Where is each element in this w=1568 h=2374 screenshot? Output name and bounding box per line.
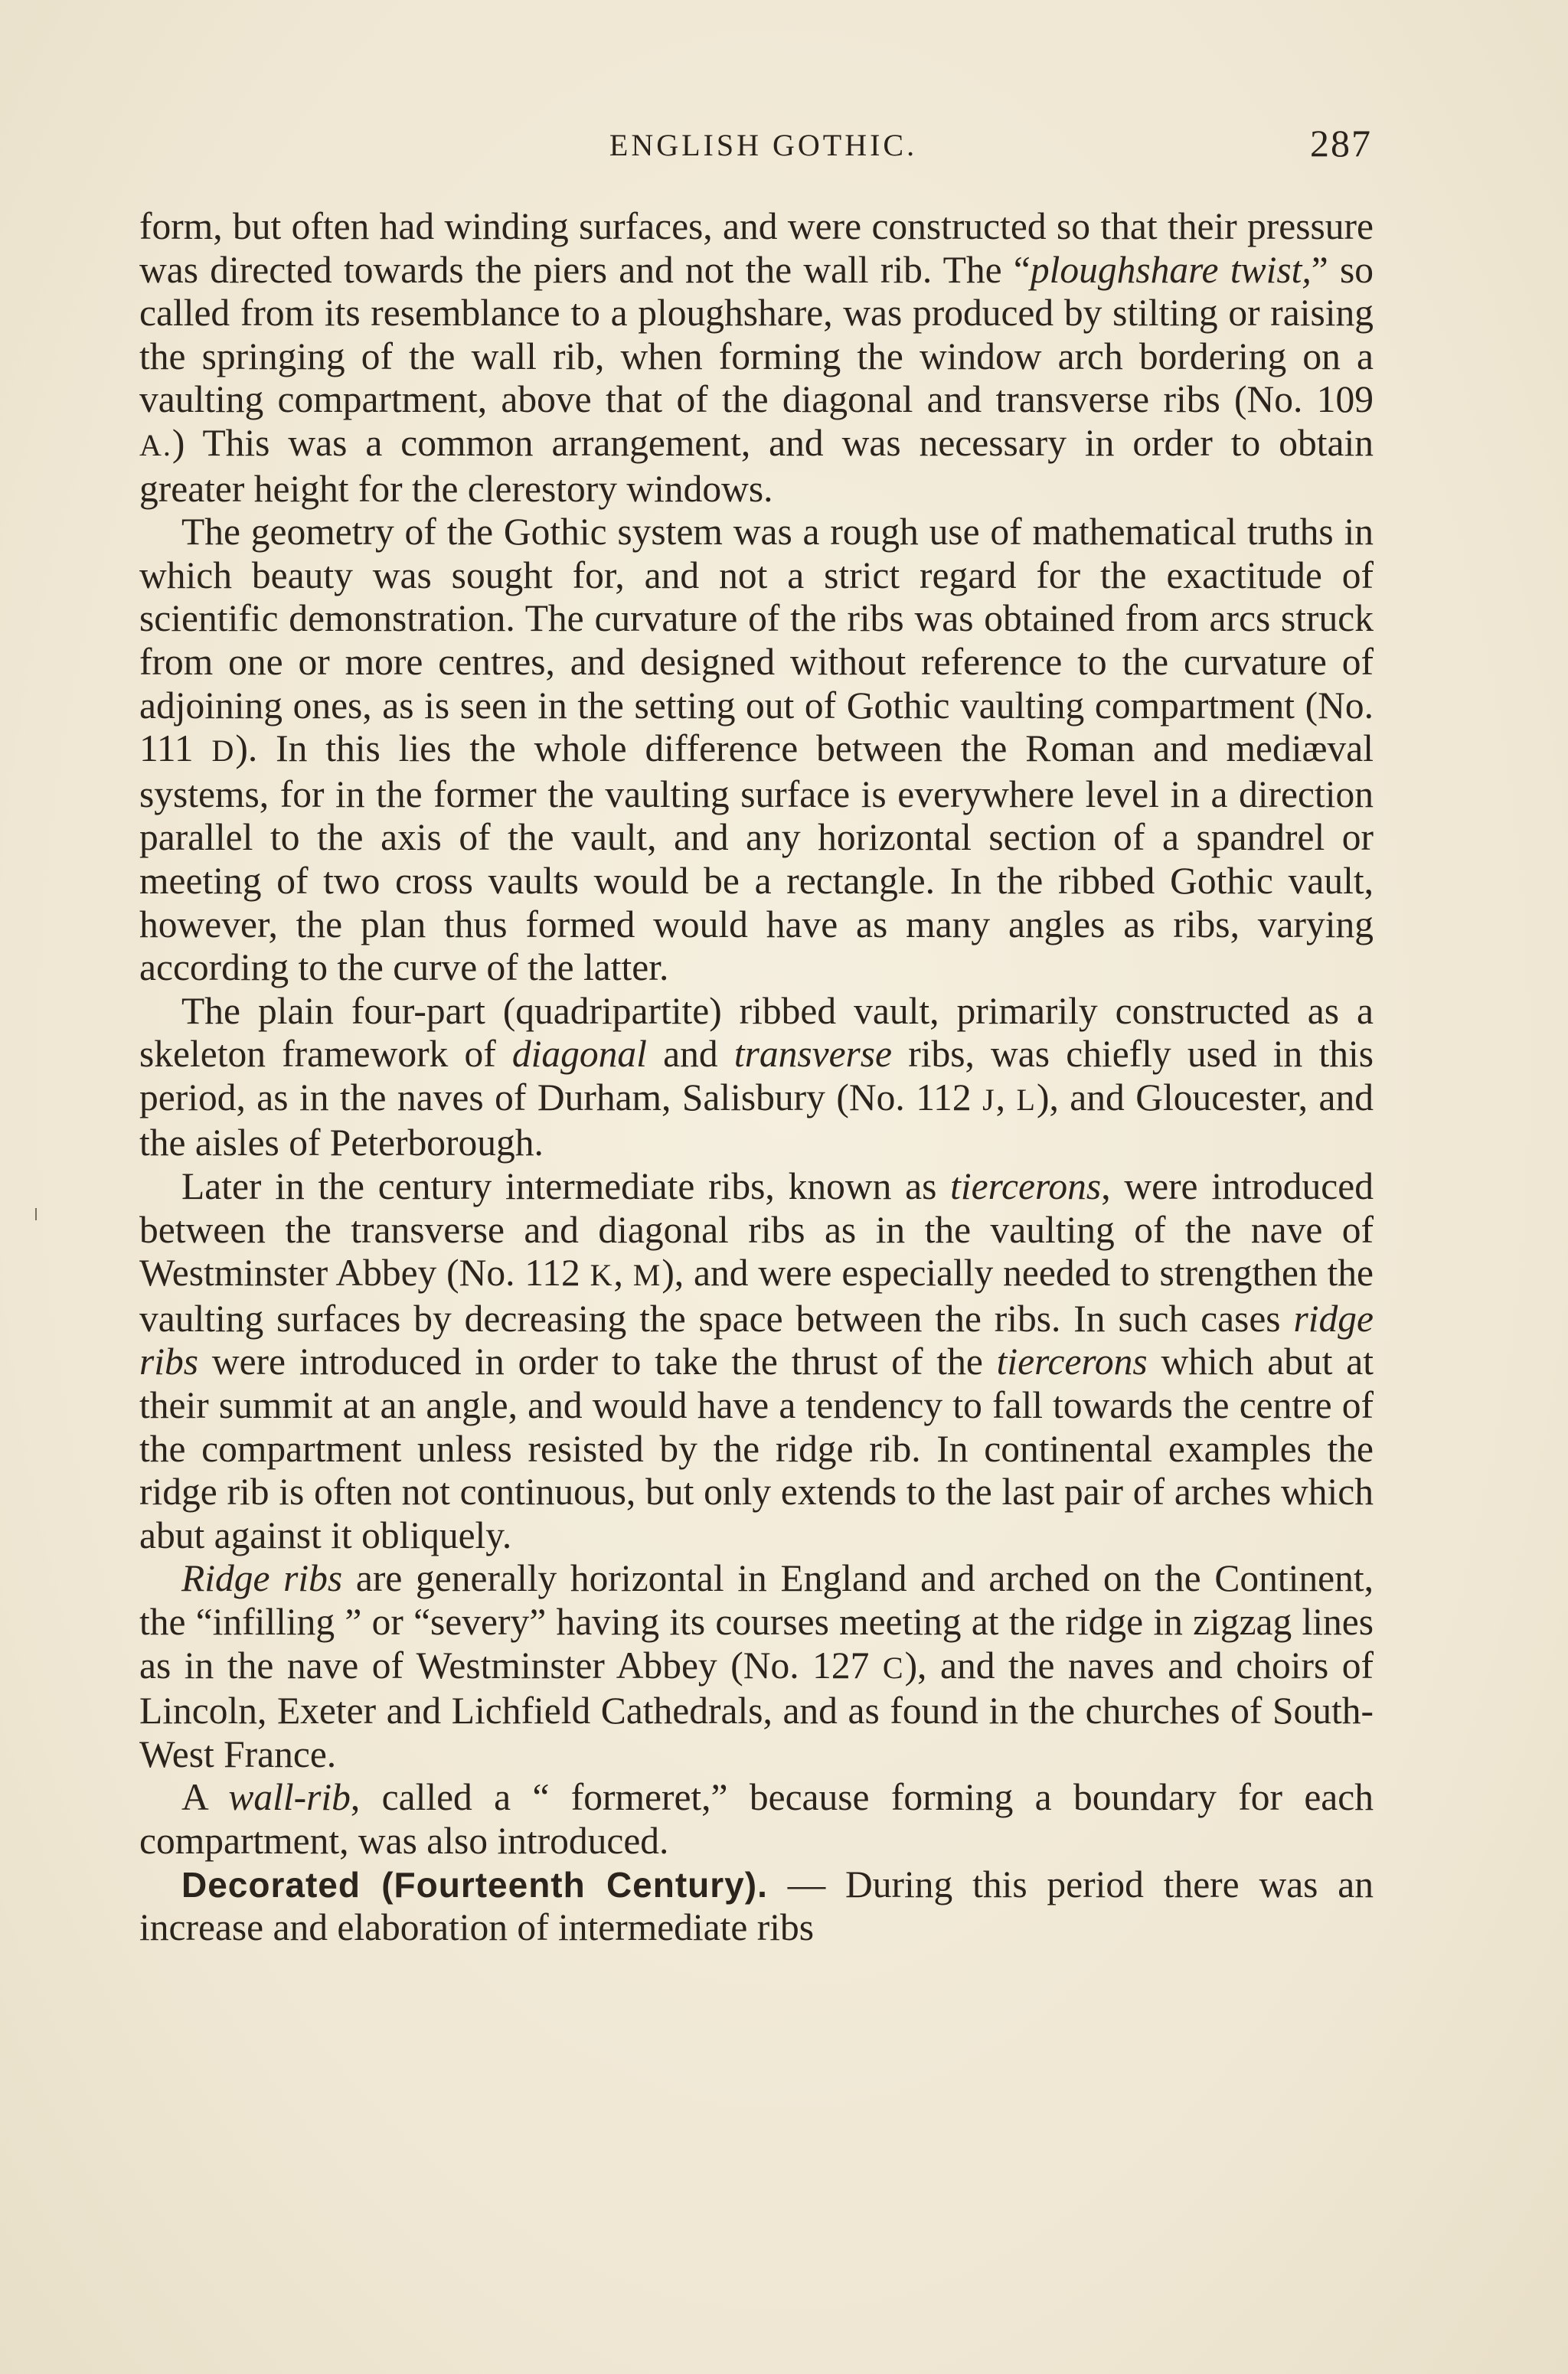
paragraph-3 [139,990,1374,1165]
figure-ref-letter: M [632,1258,662,1293]
paragraph-5 [139,1557,1374,1776]
italic-term: ridge ribs [139,1297,1374,1383]
paragraph-2 [139,511,1374,990]
text-run: form, but often had winding surfaces, and were constructed so that their pressure was directed towards the piers and not the wall rib. The “ [139,205,1374,291]
text-run: , were introduced between the transverse and diagonal ribs as in the vaulting of the nave of Westminster Abbey (No. 112 [139,1165,1374,1295]
figure-ref-letter: A. [139,427,172,462]
page-number: 287 [1310,122,1372,165]
paragraph-1 [139,205,1374,511]
text-run: The geometry of the Gothic system was a rough use of mathematical truths in which beauty was sought for, and not a strict regard for the exactitude of scientific demonstration. The curvature of the ribs was obtained from arcs struck from one or more centres, and designed without reference to the curvature of adjoining ones, as is seen in the setting out of Gothic vaulting compartment (No. 111 [139,511,1374,770]
text-run: and [646,1033,734,1076]
text-run: ribs, was chiefly used in this period, as in the naves of Durham, Salisbury (No. 112 [139,1033,1374,1118]
italic-term: wall-rib [228,1776,351,1819]
italic-term: Ridge ribs [181,1557,343,1600]
paragraph-4 [139,1165,1374,1557]
text-run: The plain four-part (quadripartite) ribbed vault, primarily constructed as a skeleton framework of [139,989,1374,1076]
figure-ref-letter: K [590,1258,614,1293]
text-run: A [181,1776,229,1819]
paragraph-6 [139,1776,1374,1863]
figure-ref-letter: J [982,1082,996,1117]
text-run: , called a “ formeret,” because forming a boundary for each compartment, was also introduced. [139,1776,1374,1862]
margin-mark [35,1208,37,1220]
text-run: — During this period there was an increase and elaboration of intermediate ribs [139,1863,1374,1949]
body-text [139,205,1374,1950]
running-header [139,121,1387,167]
italic-term: tiercerons [950,1165,1102,1208]
text-run: ), and Gloucester, and the aisles of Peterborough. [139,1076,1374,1164]
paragraph-7 [139,1863,1374,1950]
text-run: , [995,1076,1017,1118]
text-run: ), and were especially needed to strengthen the vaulting surfaces by decreasing the space between the ribs. In such cases [139,1252,1374,1340]
text-run: ), and the naves and choirs of Lincoln, Exeter and Lichfield Cathedrals, and as found in the churches of South-West France. [139,1644,1374,1775]
text-run: ). In this lies the whole difference between the Roman and mediæval systems, for in the former the vaulting surface is everywhere level in a direction parallel to the axis of the vault, and any horizontal section of a spandrel or meeting of two cross vaults would be a rectangle. In the ribbed Gothic vault, however, the plan thus formed would have as many angles as ribs, varying according to the curve of the latter. [139,727,1374,989]
text-run: were introduced in order to take the thrust of the [198,1340,997,1383]
figure-ref-letter: D [211,733,236,769]
text-run: , [613,1252,633,1295]
text-run: are generally horizontal in England and arched on the Continent, the “infilling ” or “severy” having its courses meeting at the ridge in zigzag lines as in the nave of Westminster Abbey (No. 127 [139,1557,1374,1687]
text-run: Later in the century intermediate ribs, known as [181,1165,951,1208]
text-run: which abut at their summit at an angle, and would have a tendency to fall towards the centre of the compartment unless resisted by the ridge rib. In continental examples the ridge rib is often not continuous, but only extends to the last pair of arches which abut against it obliquely. [139,1340,1374,1556]
section-heading: Decorated (Fourteenth Century). [181,1864,768,1905]
italic-term: tiercerons [996,1340,1148,1383]
text-run: ) This was a common arrangement, and was necessary in order to obtain greater height for the clerestory windows. [139,421,1374,510]
text-run: ” so called from its resemblance to a ploughshare, was produced by stilting or raising the springing of the wall rib, when forming the window arch bordering on a vaulting compartment, above that of the diagonal and transverse ribs (No. 109 [139,248,1374,421]
italic-term: diagonal [511,1033,647,1076]
figure-ref-letter: C [882,1650,905,1685]
italic-term: transverse [733,1033,893,1076]
italic-term: ploughshare twist, [1030,248,1312,291]
running-title: ENGLISH GOTHIC. [609,128,918,162]
figure-ref-letter: L [1016,1082,1037,1117]
